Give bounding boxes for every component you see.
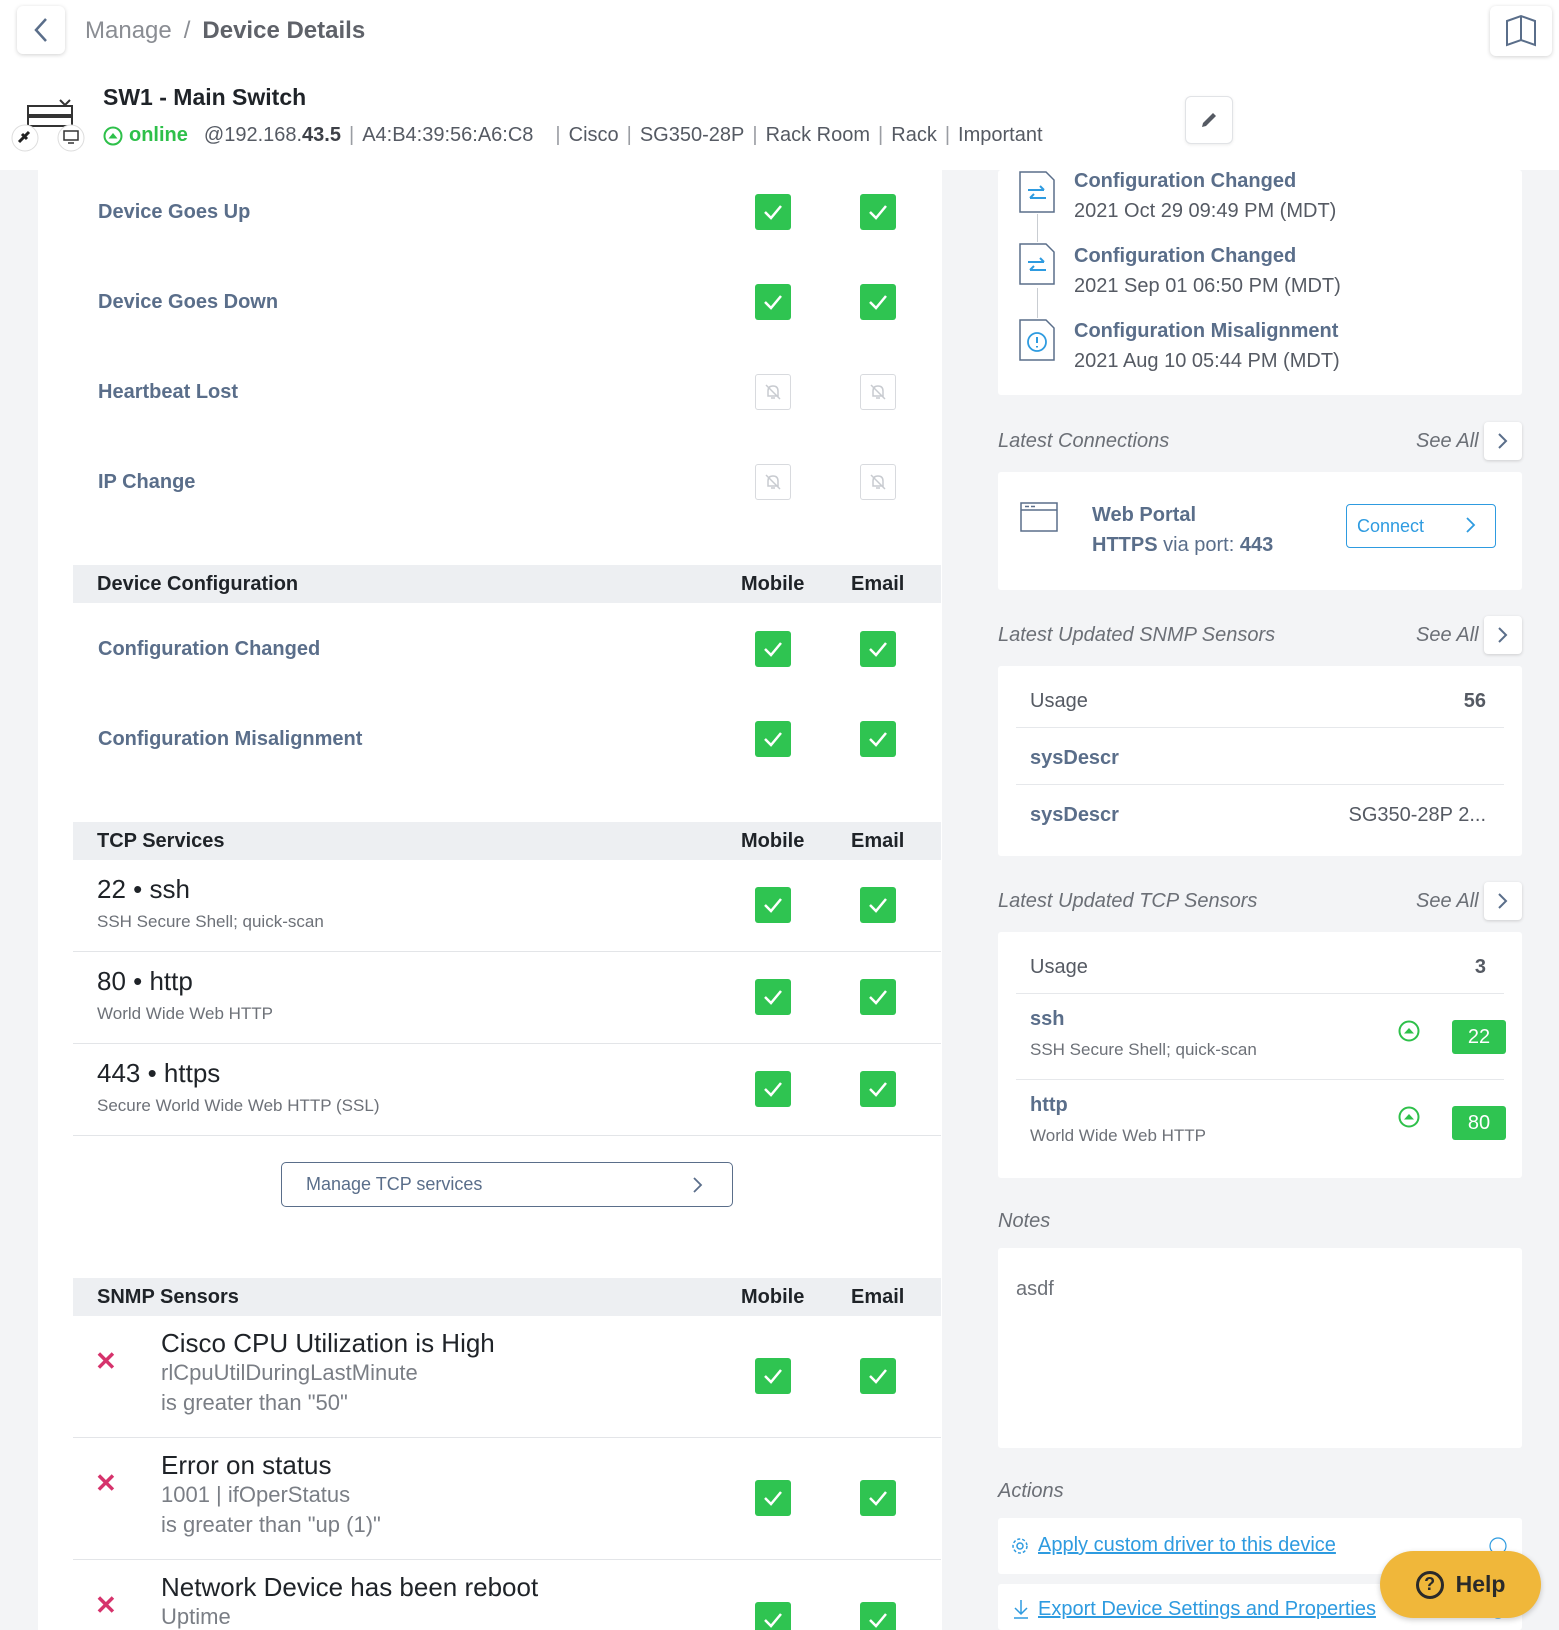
- snmp-row: [1016, 786, 1504, 842]
- tcp-usage-row: [1016, 938, 1504, 994]
- sensor-oid: rlCpuUtilDuringLastMinute: [161, 1360, 418, 1385]
- snmp-key: Usage: [1030, 690, 1088, 712]
- connect-button[interactable]: [1346, 504, 1496, 548]
- mobile-checkbox[interactable]: [755, 631, 791, 667]
- snmp-sensor-row: [73, 1316, 941, 1438]
- bell-off-icon: [763, 382, 783, 402]
- tcp-see-all[interactable]: See All: [1416, 890, 1479, 912]
- device-location: Rack Room: [765, 124, 871, 146]
- mobile-column-label: Mobile: [741, 1285, 805, 1308]
- timeline-title[interactable]: Configuration Misalignment: [1074, 320, 1339, 342]
- tcp-usage-value: 3: [1474, 956, 1486, 978]
- tcp-latest-card: [998, 932, 1522, 1178]
- device-name: SW1 - Main Switch: [103, 84, 307, 110]
- chevron-right-icon: [1465, 515, 1477, 535]
- alert-row-config-changed: [98, 629, 918, 669]
- snmp-see-all-button[interactable]: [1484, 616, 1522, 654]
- alert-row-device-down: [98, 282, 918, 322]
- check-icon: [868, 989, 888, 1005]
- status-up-icon: [1398, 1020, 1420, 1042]
- sensor-title: Cisco CPU Utilization is High: [161, 1328, 495, 1358]
- latest-tcp-title: Latest Updated TCP Sensors: [998, 890, 1258, 912]
- email-checkbox[interactable]: [860, 1358, 896, 1394]
- email-checkbox[interactable]: [860, 464, 896, 500]
- mobile-checkbox[interactable]: [755, 979, 791, 1015]
- status-badge: [103, 124, 188, 147]
- tcp-sensor-name: ssh: [1030, 1008, 1065, 1030]
- apply-custom-driver-link[interactable]: Apply custom driver to this device: [1038, 1534, 1336, 1556]
- email-checkbox[interactable]: [860, 194, 896, 230]
- alert-label: Device Goes Down: [98, 290, 279, 313]
- check-icon: [868, 1081, 888, 1097]
- tcp-sensor-desc: World Wide Web HTTP: [1030, 1126, 1207, 1145]
- mobile-checkbox[interactable]: [755, 374, 791, 410]
- snmp-value: 56: [1463, 690, 1486, 712]
- mobile-column-label: Mobile: [741, 572, 805, 595]
- check-icon: [868, 1612, 888, 1628]
- sensor-title: Network Device has been reboot: [161, 1572, 539, 1602]
- notes-text[interactable]: asdf: [1016, 1278, 1054, 1300]
- download-icon: [1012, 1598, 1030, 1620]
- notes-title: Notes: [998, 1210, 1051, 1232]
- alert-row-heartbeat-lost: [98, 372, 918, 412]
- timeline-connector: [1037, 288, 1038, 318]
- mobile-checkbox[interactable]: [755, 464, 791, 500]
- check-icon: [763, 294, 783, 310]
- device-vendor: Cisco: [568, 124, 619, 146]
- help-label: Help: [1455, 1571, 1506, 1597]
- sensor-oid: Uptime: [161, 1604, 231, 1629]
- email-checkbox[interactable]: [860, 721, 896, 757]
- port-badge: 22: [1452, 1020, 1506, 1054]
- alert-row-config-misalignment: [98, 719, 918, 759]
- mobile-checkbox[interactable]: [755, 1480, 791, 1516]
- alert-row-device-up: [98, 192, 918, 232]
- status-up-icon: [1398, 1106, 1420, 1128]
- ip-prefix: @192.168.: [203, 124, 303, 146]
- sensor-title: Error on status: [161, 1450, 332, 1480]
- check-icon: [868, 641, 888, 657]
- device-configuration-header: [73, 565, 941, 603]
- latest-connections-title: Latest Connections: [998, 430, 1170, 452]
- delete-icon[interactable]: ✕: [95, 1590, 117, 1620]
- tcp-service-row: [73, 1044, 941, 1136]
- mobile-checkbox[interactable]: [755, 194, 791, 230]
- mobile-checkbox[interactable]: [755, 284, 791, 320]
- alert-row-ip-change: [98, 462, 918, 502]
- divider: |: [555, 124, 561, 146]
- config-change-icon: [1018, 170, 1056, 214]
- chevron-right-icon: [692, 1175, 704, 1195]
- alert-label: Configuration Misalignment: [98, 727, 363, 750]
- breadcrumb-current: Device Details: [202, 17, 366, 44]
- check-icon: [868, 1490, 888, 1506]
- tcp-services-header: [73, 822, 941, 860]
- device-header: [0, 0, 1559, 170]
- snmp-latest-card: [998, 666, 1522, 856]
- section-title: SNMP Sensors: [97, 1285, 239, 1308]
- connections-see-all[interactable]: See All: [1416, 430, 1479, 452]
- ip-suffix: 43.5: [302, 124, 341, 146]
- check-icon: [868, 204, 888, 220]
- timeline-connector: [1037, 214, 1038, 242]
- mobile-checkbox[interactable]: [755, 1602, 791, 1630]
- tcp-sensor-desc: SSH Secure Shell; quick-scan: [1030, 1040, 1257, 1059]
- service-port: 80 • http: [97, 966, 193, 996]
- snmp-key: sysDescr: [1030, 747, 1119, 769]
- tcp-usage-label: Usage: [1030, 956, 1088, 978]
- email-checkbox[interactable]: [860, 374, 896, 410]
- export-settings-link[interactable]: Export Device Settings and Properties: [1038, 1598, 1376, 1620]
- bell-off-icon: [763, 472, 783, 492]
- connection-detail: [1092, 534, 1273, 557]
- snmp-sensor-row: [73, 1560, 941, 1630]
- chevron-left-icon: [34, 17, 48, 43]
- alerts-panel: [38, 170, 942, 1630]
- connection-protocol: HTTPS: [1092, 534, 1158, 556]
- email-checkbox[interactable]: [860, 887, 896, 923]
- service-description: World Wide Web HTTP: [97, 1004, 274, 1023]
- timeline-title[interactable]: Configuration Changed: [1074, 245, 1297, 267]
- check-icon: [868, 1368, 888, 1384]
- device-tag: Important: [958, 124, 1043, 146]
- sensor-condition: is greater than "up (1)": [161, 1512, 381, 1537]
- tcp-sensor-row: [1016, 994, 1504, 1080]
- connection-name: Web Portal: [1092, 504, 1197, 526]
- alert-label: Device Goes Up: [98, 200, 251, 223]
- breadcrumb-manage[interactable]: Manage: [85, 17, 172, 44]
- breadcrumb-separator: /: [183, 17, 191, 44]
- email-checkbox[interactable]: [860, 631, 896, 667]
- section-title: TCP Services: [97, 829, 225, 852]
- mobile-checkbox[interactable]: [755, 1071, 791, 1107]
- check-icon: [763, 731, 783, 747]
- bell-off-icon: [868, 472, 888, 492]
- connect-label: Connect: [1357, 515, 1425, 536]
- gear-icon: [1010, 1536, 1030, 1556]
- status-up-icon: [103, 126, 123, 146]
- device-rack: Rack: [891, 124, 937, 146]
- check-icon: [763, 641, 783, 657]
- device-model: SG350-28P: [639, 124, 745, 146]
- chevron-right-icon: [1497, 891, 1509, 911]
- back-button[interactable]: [17, 6, 65, 54]
- device-mac: A4:B4:39:56:A6:C8: [362, 124, 534, 146]
- divider: |: [626, 124, 632, 146]
- service-port: 443 • https: [97, 1058, 221, 1088]
- browser-window-icon: [1020, 502, 1058, 532]
- check-icon: [763, 1081, 783, 1097]
- alert-label: IP Change: [98, 470, 196, 493]
- bell-off-icon: [868, 382, 888, 402]
- mobile-column-label: Mobile: [741, 829, 805, 852]
- service-description: SSH Secure Shell; quick-scan: [97, 912, 324, 931]
- snmp-value: SG350-28P 2...: [1348, 804, 1486, 826]
- snmp-sensor-row: [73, 1438, 941, 1560]
- book-icon: [1503, 13, 1539, 49]
- section-title: Device Configuration: [97, 572, 299, 595]
- config-change-icon: [1018, 242, 1056, 286]
- service-description: Secure World Wide Web HTTP (SSL): [97, 1096, 380, 1115]
- timeline-date: 2021 Sep 01 06:50 PM (MDT): [1074, 275, 1341, 297]
- check-icon: [763, 1490, 783, 1506]
- edit-device-button[interactable]: [1185, 96, 1233, 144]
- email-checkbox[interactable]: [860, 1602, 896, 1630]
- timeline-title[interactable]: Configuration Changed: [1074, 170, 1297, 192]
- email-checkbox[interactable]: [860, 979, 896, 1015]
- check-icon: [763, 989, 783, 1005]
- snmp-see-all[interactable]: See All: [1416, 624, 1479, 646]
- divider: |: [348, 124, 355, 146]
- device-meta: [103, 124, 1043, 147]
- device-ip: [204, 124, 341, 147]
- delete-icon[interactable]: ✕: [95, 1468, 117, 1498]
- connection-port: 443: [1239, 534, 1274, 556]
- email-column-label: Email: [851, 572, 905, 595]
- tcp-sensor-name: http: [1030, 1094, 1068, 1116]
- mobile-checkbox[interactable]: [755, 1358, 791, 1394]
- manage-tcp-services-button[interactable]: [281, 1162, 733, 1207]
- email-checkbox[interactable]: [860, 1480, 896, 1516]
- snmp-key: sysDescr: [1030, 804, 1119, 826]
- email-column-label: Email: [851, 829, 905, 852]
- chevron-right-icon: [1497, 625, 1509, 645]
- tcp-service-row: [73, 952, 941, 1044]
- email-column-label: Email: [851, 1285, 905, 1308]
- divider: |: [878, 124, 884, 146]
- timeline-date: 2021 Oct 29 09:49 PM (MDT): [1074, 200, 1337, 222]
- snmp-row: [1016, 729, 1504, 785]
- latest-snmp-title: Latest Updated SNMP Sensors: [998, 624, 1276, 646]
- snmp-sensors-header: [73, 1278, 941, 1316]
- tcp-service-row: [73, 860, 941, 952]
- breadcrumb: [85, 17, 365, 45]
- mobile-checkbox[interactable]: [755, 721, 791, 757]
- switch-device-icon: [10, 98, 88, 156]
- check-icon: [868, 731, 888, 747]
- manage-tcp-label: Manage TCP services: [306, 1174, 483, 1194]
- email-checkbox[interactable]: [860, 284, 896, 320]
- check-icon: [763, 204, 783, 220]
- divider: |: [752, 124, 758, 146]
- timeline-card: [998, 170, 1522, 395]
- check-icon: [763, 897, 783, 913]
- sensor-oid: 1001 | ifOperStatus: [161, 1482, 351, 1507]
- divider: |: [944, 124, 951, 146]
- check-icon: [763, 1368, 783, 1384]
- port-badge: 80: [1452, 1106, 1506, 1140]
- service-port: 22 • ssh: [97, 874, 190, 904]
- tcp-sensor-row: [1016, 1080, 1504, 1166]
- status-text: online: [129, 124, 188, 146]
- question-icon: ?: [1416, 1571, 1444, 1599]
- pencil-icon: [1199, 110, 1219, 130]
- snmp-row: [1016, 672, 1504, 728]
- help-button[interactable]: [1380, 1551, 1541, 1618]
- mobile-checkbox[interactable]: [755, 887, 791, 923]
- tcp-see-all-button[interactable]: [1484, 882, 1522, 920]
- connection-via: via port:: [1163, 534, 1235, 556]
- delete-icon[interactable]: ✕: [95, 1346, 117, 1376]
- check-icon: [868, 897, 888, 913]
- config-misalignment-icon: [1018, 318, 1056, 362]
- chevron-right-icon: [1497, 431, 1509, 451]
- alert-label: Configuration Changed: [98, 637, 321, 660]
- email-checkbox[interactable]: [860, 1071, 896, 1107]
- alert-label: Heartbeat Lost: [98, 380, 239, 403]
- timeline-date: 2021 Aug 10 05:44 PM (MDT): [1074, 350, 1340, 372]
- docs-button[interactable]: [1490, 6, 1552, 56]
- actions-title: Actions: [998, 1480, 1064, 1502]
- check-icon: [868, 294, 888, 310]
- notes-card[interactable]: [998, 1248, 1522, 1448]
- sensor-condition: is greater than "50": [161, 1390, 348, 1415]
- connections-see-all-button[interactable]: [1484, 422, 1522, 460]
- check-icon: [763, 1612, 783, 1628]
